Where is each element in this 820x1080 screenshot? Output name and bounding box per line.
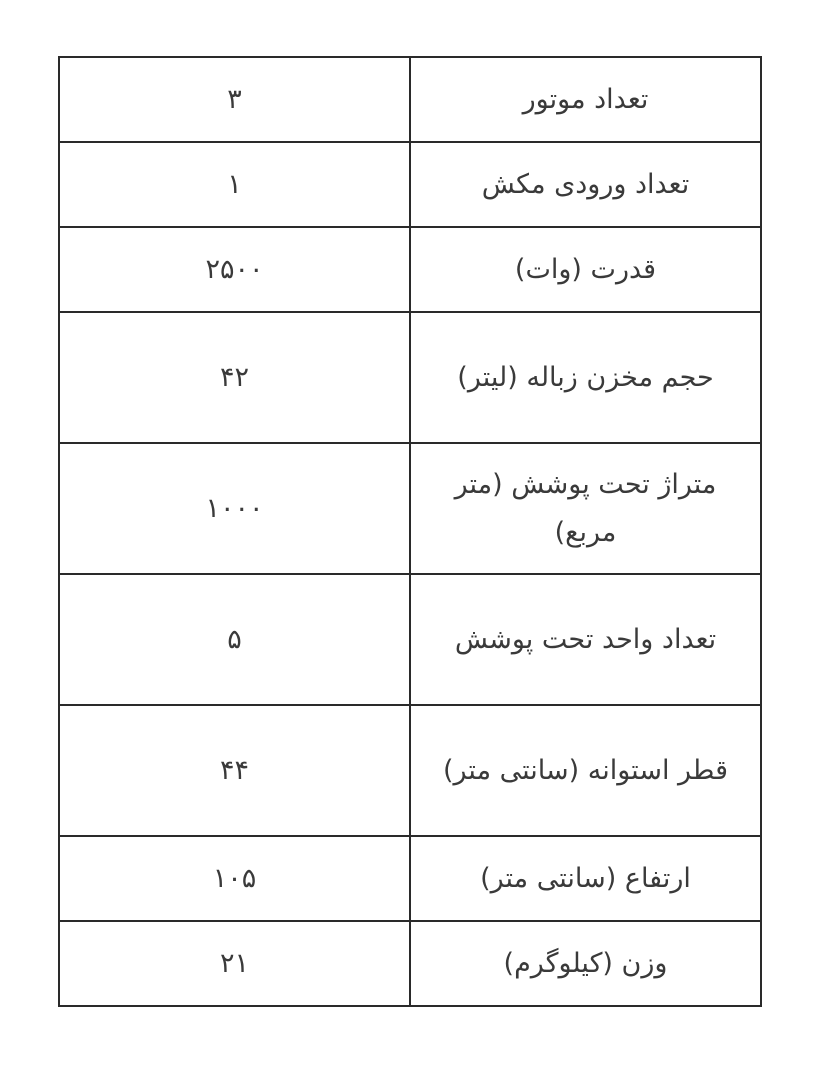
table-row: [59, 142, 761, 227]
spec-value: ۴۴: [59, 705, 410, 836]
spec-label: قدرت (وات): [410, 227, 761, 312]
table-row: [59, 921, 761, 1006]
table-row: [59, 312, 761, 443]
table-row: [59, 443, 761, 574]
spec-label: وزن (کیلوگرم): [410, 921, 761, 1006]
spec-label: ارتفاع (سانتی متر): [410, 836, 761, 921]
table-row: [59, 705, 761, 836]
specifications-table: [58, 56, 762, 1007]
spec-value: ۱: [59, 142, 410, 227]
spec-value: ۳: [59, 57, 410, 142]
spec-label: تعداد ورودی مکش: [410, 142, 761, 227]
spec-label: قطر استوانه (سانتی متر): [410, 705, 761, 836]
spec-value: ۲۵۰۰: [59, 227, 410, 312]
spec-value: ۲۱: [59, 921, 410, 1006]
table-row: [59, 227, 761, 312]
spec-label: متراژ تحت پوشش (متر مربع): [410, 443, 761, 574]
spec-value: ۱۰۵: [59, 836, 410, 921]
spec-value: ۵: [59, 574, 410, 705]
spec-value: ۱۰۰۰: [59, 443, 410, 574]
table-row: [59, 57, 761, 142]
spec-label: تعداد واحد تحت پوشش: [410, 574, 761, 705]
table-row: [59, 836, 761, 921]
spec-value: ۴۲: [59, 312, 410, 443]
table-row: [59, 574, 761, 705]
spec-label: تعداد موتور: [410, 57, 761, 142]
spec-label: حجم مخزن زباله (لیتر): [410, 312, 761, 443]
